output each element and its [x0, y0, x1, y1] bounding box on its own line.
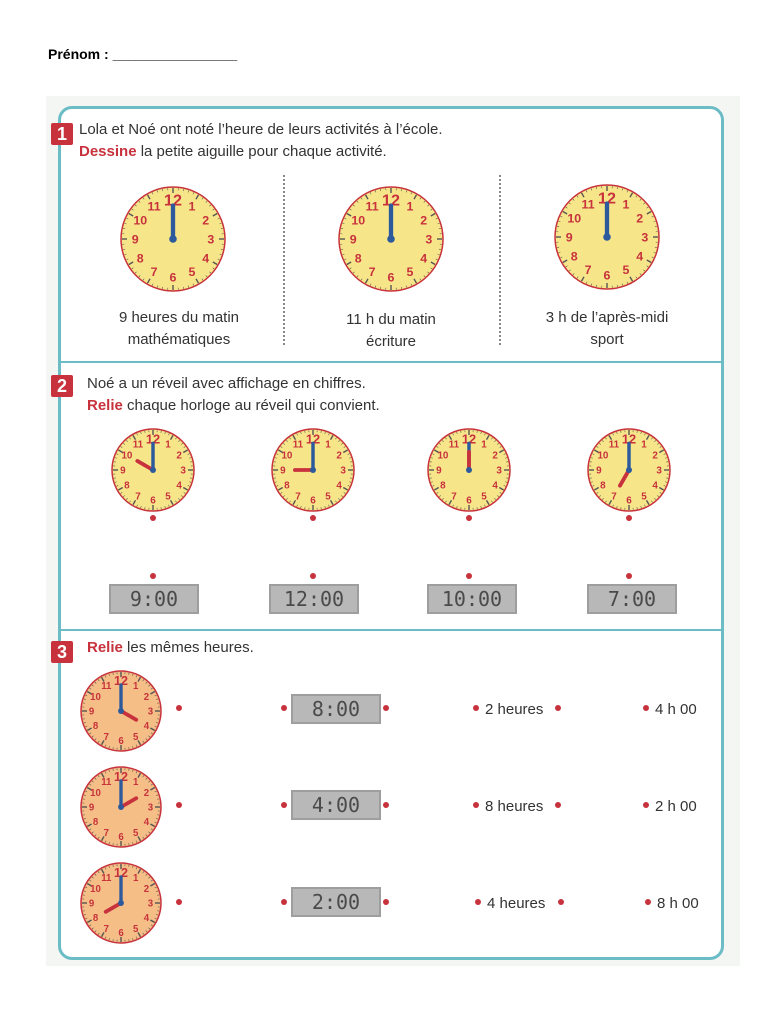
clock-numeral: 6 — [387, 270, 395, 285]
clock-numeral: 7 — [135, 491, 141, 503]
clock-numeral: 12 — [382, 191, 400, 210]
worksheet — [58, 106, 724, 960]
clock-numeral: 11 — [365, 199, 379, 214]
clock-numeral: 10 — [133, 213, 148, 228]
clock-numeral: 6 — [118, 831, 124, 843]
hour-words: 4 heures — [487, 895, 546, 912]
hour-short: 4 h 00 — [655, 701, 697, 718]
exercise-1-text: Lola et Noé ont noté l’heure de leurs activités à l’école. — [79, 121, 443, 138]
clock-numeral: 5 — [133, 731, 139, 743]
clock-numeral: 5 — [641, 491, 647, 503]
hour-short: 2 h 00 — [655, 798, 697, 815]
connector-dot[interactable] — [281, 802, 287, 808]
activity-name-2: sport — [590, 331, 624, 348]
clock-numeral: 9 — [596, 465, 602, 477]
clock-numeral: 7 — [451, 491, 457, 503]
clock-numeral: 1 — [641, 439, 647, 451]
clock-numeral: 5 — [481, 491, 487, 503]
clock-pin — [118, 900, 124, 906]
connector-dot[interactable] — [473, 705, 479, 711]
connector-dot[interactable] — [176, 705, 182, 711]
clock-ex3-2 — [79, 861, 163, 950]
clock-numeral: 4 — [636, 249, 644, 264]
clock-numeral: 2 — [143, 883, 150, 895]
clock-numeral: 8 — [124, 480, 130, 492]
clock-ex2-2 — [426, 427, 512, 518]
connector-dot[interactable] — [383, 802, 389, 808]
clock-numeral: 1 — [188, 199, 196, 214]
clock-numeral: 11 — [292, 439, 304, 451]
clock-numeral: 5 — [188, 265, 196, 280]
clock-face — [337, 185, 445, 293]
clock-numeral: 8 — [284, 480, 290, 492]
clock-numeral: 2 — [202, 213, 210, 228]
exercise-2-number: 2 — [51, 375, 73, 397]
exercise-1-instruction-rest: la petite aiguille pour chaque activité. — [136, 143, 387, 160]
clock-numeral: 5 — [406, 265, 414, 280]
clock-numeral: 10 — [597, 450, 609, 462]
connector-dot[interactable] — [176, 802, 182, 808]
clock-ex2-1 — [270, 427, 356, 518]
clock-ex1-2[interactable] — [553, 183, 661, 296]
clock-numeral: 8 — [570, 249, 578, 264]
clock-ex1-0[interactable] — [119, 185, 227, 298]
clock-numeral: 8 — [92, 817, 99, 829]
connector-dot[interactable] — [466, 573, 472, 579]
clock-numeral: 8 — [440, 480, 446, 492]
clock-numeral: 1 — [133, 873, 139, 885]
clock-numeral: 9 — [280, 465, 286, 477]
activity-time-0: 9 heures du matin — [118, 309, 240, 326]
clock-numeral: 3 — [147, 706, 154, 718]
clock-numeral: 6 — [603, 268, 611, 283]
clock-numeral: 12 — [164, 191, 182, 210]
clock-numeral: 9 — [436, 465, 442, 477]
clock-numeral: 10 — [437, 450, 449, 462]
connector-dot[interactable] — [645, 899, 651, 905]
clock-numeral: 12 — [145, 431, 161, 447]
digital-clock: 8:00 — [291, 694, 381, 724]
clock-numeral: 3 — [496, 465, 502, 477]
clock-ex3-1 — [79, 765, 163, 854]
activity-name-1: écriture — [365, 333, 417, 350]
clock-numeral: 7 — [103, 923, 109, 935]
clock-numeral: 1 — [622, 197, 630, 212]
activity-time-1: 11 h du matin — [346, 311, 436, 328]
clock-numeral: 3 — [180, 465, 186, 477]
clock-numeral: 3 — [207, 232, 215, 247]
clock-numeral: 10 — [90, 883, 101, 895]
exercise-3-instruction — [87, 639, 254, 656]
clock-numeral: 9 — [349, 232, 357, 247]
clock-numeral: 9 — [88, 802, 95, 814]
clock-numeral: 11 — [101, 873, 112, 885]
clock-numeral: 9 — [88, 706, 95, 718]
clock-numeral: 10 — [121, 450, 133, 462]
clock-face — [586, 427, 672, 513]
exercise-3-verb: Relie — [87, 639, 123, 656]
clock-numeral: 9 — [565, 230, 573, 245]
clock-numeral: 4 — [202, 251, 210, 266]
clock-numeral: 2 — [336, 450, 342, 462]
clock-numeral: 12 — [461, 431, 477, 447]
clock-pin — [169, 235, 177, 243]
clock-pin — [150, 467, 156, 473]
clock-numeral: 3 — [656, 465, 662, 477]
exercise-2-text: Noé a un réveil avec affichage en chiffres. — [87, 375, 366, 392]
clock-numeral: 6 — [626, 495, 632, 507]
clock-numeral: 3 — [147, 802, 154, 814]
digital-clock: 10:00 — [427, 584, 517, 614]
clock-pin — [387, 235, 395, 243]
clock-numeral: 10 — [281, 450, 293, 462]
divider-2 — [61, 629, 721, 631]
clock-numeral: 10 — [90, 787, 101, 799]
clock-face — [79, 861, 163, 945]
clock-numeral: 1 — [406, 199, 414, 214]
clock-numeral: 8 — [92, 913, 99, 925]
clock-numeral: 5 — [622, 263, 630, 278]
clock-numeral: 8 — [354, 251, 362, 266]
clock-numeral: 10 — [90, 691, 101, 703]
clock-numeral: 9 — [88, 898, 95, 910]
hour-words: 2 heures — [485, 701, 544, 718]
clock-numeral: 2 — [143, 691, 150, 703]
connector-dot[interactable] — [475, 899, 481, 905]
clock-numeral: 7 — [368, 265, 376, 280]
clock-numeral: 11 — [132, 439, 144, 451]
clock-numeral: 4 — [176, 480, 182, 492]
clock-numeral: 3 — [147, 898, 154, 910]
connector-dot[interactable] — [176, 899, 182, 905]
clock-numeral: 10 — [351, 213, 366, 228]
connector-dot[interactable] — [626, 573, 632, 579]
clock-numeral: 5 — [165, 491, 171, 503]
connector-dot[interactable] — [555, 705, 561, 711]
clock-pin — [603, 233, 611, 241]
clock-numeral: 9 — [131, 232, 139, 247]
exercise-2-verb: Relie — [87, 397, 123, 414]
clock-ex2-3 — [586, 427, 672, 518]
divider-1 — [61, 361, 721, 363]
activity-caption-2 — [507, 307, 707, 351]
connector-dot[interactable] — [473, 802, 479, 808]
clock-numeral: 6 — [118, 735, 124, 747]
clock-numeral: 4 — [143, 817, 150, 829]
clock-numeral: 2 — [420, 213, 428, 228]
activity-caption-0 — [81, 307, 277, 351]
clock-pin — [310, 467, 316, 473]
clock-numeral: 8 — [92, 721, 99, 733]
clock-numeral: 5 — [133, 923, 139, 935]
clock-numeral: 4 — [420, 251, 428, 266]
clock-ex3-0 — [79, 669, 163, 758]
clock-pin — [118, 708, 124, 714]
digital-clock: 2:00 — [291, 887, 381, 917]
clock-numeral: 2 — [492, 450, 498, 462]
connector-dot[interactable] — [150, 573, 156, 579]
clock-numeral: 4 — [652, 480, 658, 492]
clock-pin — [626, 467, 632, 473]
connector-dot[interactable] — [466, 515, 472, 521]
clock-numeral: 4 — [492, 480, 498, 492]
clock-numeral: 8 — [600, 480, 606, 492]
clock-numeral: 1 — [325, 439, 331, 451]
clock-pin — [466, 467, 472, 473]
clock-numeral: 1 — [165, 439, 171, 451]
exercise-1-instruction — [79, 143, 387, 160]
clock-numeral: 5 — [325, 491, 331, 503]
separator-2 — [499, 175, 501, 345]
clock-numeral: 7 — [295, 491, 301, 503]
clock-face — [79, 669, 163, 753]
exercise-3-instruction-rest: les mêmes heures. — [122, 639, 254, 656]
clock-face — [270, 427, 356, 513]
clock-numeral: 3 — [425, 232, 433, 247]
activity-name-0: mathématiques — [127, 331, 231, 348]
clock-face — [119, 185, 227, 293]
clock-pin — [118, 804, 124, 810]
clock-numeral: 1 — [133, 681, 139, 693]
clock-numeral: 5 — [133, 827, 139, 839]
clock-numeral: 7 — [611, 491, 617, 503]
name-field[interactable]: Prénom : ________________ — [48, 46, 238, 62]
hour-short: 8 h 00 — [657, 895, 699, 912]
clock-numeral: 2 — [176, 450, 182, 462]
connector-dot[interactable] — [310, 515, 316, 521]
clock-numeral: 1 — [481, 439, 487, 451]
hour-words: 8 heures — [485, 798, 544, 815]
clock-numeral: 8 — [136, 251, 144, 266]
clock-numeral: 11 — [448, 439, 460, 451]
clock-numeral: 12 — [114, 866, 128, 881]
connector-dot[interactable] — [558, 899, 564, 905]
clock-numeral: 7 — [150, 265, 158, 280]
digital-clock: 9:00 — [109, 584, 199, 614]
clock-numeral: 12 — [114, 770, 128, 785]
clock-numeral: 9 — [120, 465, 126, 477]
clock-numeral: 11 — [101, 777, 112, 789]
connector-dot[interactable] — [281, 705, 287, 711]
connector-dot[interactable] — [310, 573, 316, 579]
clock-numeral: 12 — [305, 431, 321, 447]
exercise-3-number: 3 — [51, 641, 73, 663]
connector-dot[interactable] — [555, 802, 561, 808]
connector-dot[interactable] — [383, 705, 389, 711]
connector-dot[interactable] — [643, 705, 649, 711]
clock-numeral: 6 — [150, 495, 156, 507]
exercise-1-verb: Dessine — [79, 143, 137, 160]
digital-clock: 7:00 — [587, 584, 677, 614]
clock-numeral: 6 — [466, 495, 472, 507]
digital-clock: 4:00 — [291, 790, 381, 820]
connector-dot[interactable] — [281, 899, 287, 905]
clock-face — [553, 183, 661, 291]
clock-numeral: 11 — [101, 681, 112, 693]
clock-numeral: 2 — [636, 211, 644, 226]
clock-numeral: 7 — [103, 731, 109, 743]
clock-numeral: 11 — [581, 197, 595, 212]
exercise-2-instruction-rest: chaque horloge au réveil qui convient. — [122, 397, 380, 414]
separator-1 — [283, 175, 285, 345]
exercise-2-instruction — [87, 397, 380, 414]
clock-numeral: 4 — [143, 913, 150, 925]
clock-ex1-1[interactable] — [337, 185, 445, 298]
clock-numeral: 12 — [621, 431, 637, 447]
clock-numeral: 11 — [608, 439, 620, 451]
clock-numeral: 7 — [584, 263, 592, 278]
clock-numeral: 12 — [114, 674, 128, 689]
clock-numeral: 12 — [598, 189, 616, 208]
clock-numeral: 6 — [310, 495, 316, 507]
clock-numeral: 3 — [340, 465, 346, 477]
clock-numeral: 6 — [118, 927, 124, 939]
clock-numeral: 6 — [169, 270, 177, 285]
clock-numeral: 1 — [133, 777, 139, 789]
clock-numeral: 4 — [336, 480, 342, 492]
clock-numeral: 10 — [567, 211, 582, 226]
clock-face — [426, 427, 512, 513]
clock-numeral: 2 — [652, 450, 658, 462]
connector-dot[interactable] — [150, 515, 156, 521]
connector-dot[interactable] — [383, 899, 389, 905]
clock-numeral: 3 — [641, 230, 649, 245]
clock-face — [110, 427, 196, 513]
clock-ex2-0 — [110, 427, 196, 518]
clock-numeral: 7 — [103, 827, 109, 839]
clock-face — [79, 765, 163, 849]
clock-numeral: 11 — [147, 199, 161, 214]
activity-time-2: 3 h de l’après-midi — [545, 309, 669, 326]
digital-clock: 12:00 — [269, 584, 359, 614]
clock-numeral: 2 — [143, 787, 150, 799]
activity-caption-1 — [293, 309, 489, 353]
exercise-1-number: 1 — [51, 123, 73, 145]
connector-dot[interactable] — [643, 802, 649, 808]
clock-numeral: 4 — [143, 721, 150, 733]
connector-dot[interactable] — [626, 515, 632, 521]
